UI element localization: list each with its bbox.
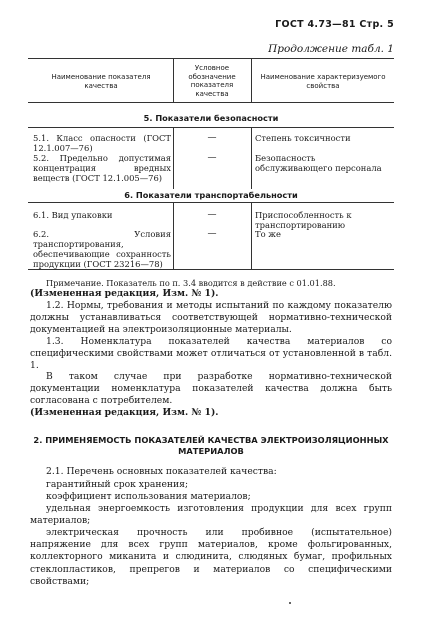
section-heading-2: 2. ПРИМЕНЯЕМОСТЬ ПОКАЗАТЕЛЕЙ КАЧЕСТВА ЭЛЕКТРОИЗОЛЯЦИОННЫХ МАТЕРИАЛОВ [33, 435, 389, 456]
table-cell-property: То же [255, 229, 281, 239]
table-header-symbol: Условное обозначение показателя качества [188, 64, 236, 98]
table-col-divider [173, 127, 174, 189]
table-cell-indicator: 6.1. Вид упаковки [33, 210, 113, 220]
paragraph-1-3-cont: В таком случае при разработке нормативно-технической документации номенклатура показателей качества должна быть согласована с потребителем. [30, 371, 392, 407]
table-cell-indicator: 6.2. Условия транспортирования, обеспечивающие сохранность продукции (ГОСТ 23216—78) [33, 229, 171, 269]
table-col-divider [173, 58, 174, 102]
table-header-property: Наименование характеризуемого свойства [260, 73, 386, 90]
paragraph-1-3: 1.3. Номенклатура показателей качества материалов со специфическими свойствами может отличаться от установленной в табл. 1. [30, 336, 392, 372]
table-header-rule [28, 102, 394, 103]
table-section-transport: 6. Показатели транспортабельности [124, 190, 298, 200]
list-item: гарантийный срок хранения; [46, 479, 189, 490]
table-cell-symbol: — [207, 210, 217, 220]
amendment-note: (Измененная редакция, Изм. № 1). [30, 288, 219, 299]
list-item: коэффициент использования материалов; [46, 491, 251, 502]
table-cell-symbol: — [207, 133, 217, 143]
table-cell-property: Степень токсичности [255, 133, 351, 143]
table-top-rule [28, 58, 394, 59]
table-cell-property: Приспособленность к транспортированию [255, 210, 352, 230]
list-item: удельная энергоемкость изготовления продукции для всех групп материалов; [30, 503, 392, 527]
table-col-divider [251, 58, 252, 102]
table-continuation-label: Продолжение табл. 1 [268, 43, 394, 55]
list-item: электрическая прочность или пробивное (испытательное) напряжение для всех групп материалов, кроме фольгированных, коллекторного миканита и слюдинита, слюдяных бумаг, профильных стеклопластиков, препрегов и материалов со специфическими свойствами; [30, 527, 392, 587]
table-cell-indicator: 5.2. Предельно допустимая концентрация вредных веществ (ГОСТ 12.1.005—76) [33, 153, 171, 183]
table-bottom-rule [28, 269, 394, 270]
table-cell-indicator: 5.1. Класс опасности (ГОСТ 12.1.007—76) [33, 133, 171, 153]
table-col-divider [173, 202, 174, 269]
table-note: Примечание. Показатель по п. 3.4 вводится в действие с 01.01.88. [46, 278, 336, 288]
table-section-safety: 5. Показатели безопасности [143, 113, 279, 123]
paragraph-1-2: 1.2. Нормы, требования и методы испытаний по каждому показателю должны устанавливаться соответствующей нормативно-технической документацией на электроизоляционные материалы. [30, 300, 392, 336]
table-cell-symbol: — [207, 229, 217, 239]
paragraph-2-1: 2.1. Перечень основных показателей качества: [46, 466, 277, 477]
table-col-divider [251, 202, 252, 269]
table-section-rule [28, 127, 394, 128]
table-col-divider [251, 127, 252, 189]
table-cell-property: Безопасность обслуживающего персонала [255, 153, 382, 173]
table-header-indicator: Наименование показателя качества [51, 73, 151, 90]
amendment-note: (Измененная редакция, Изм. № 1). [30, 407, 219, 418]
page-header: ГОСТ 4.73—81 Стр. 5 [275, 19, 394, 30]
page-mark [289, 602, 291, 604]
table-section-rule [28, 202, 394, 203]
table-cell-symbol: — [207, 153, 217, 163]
